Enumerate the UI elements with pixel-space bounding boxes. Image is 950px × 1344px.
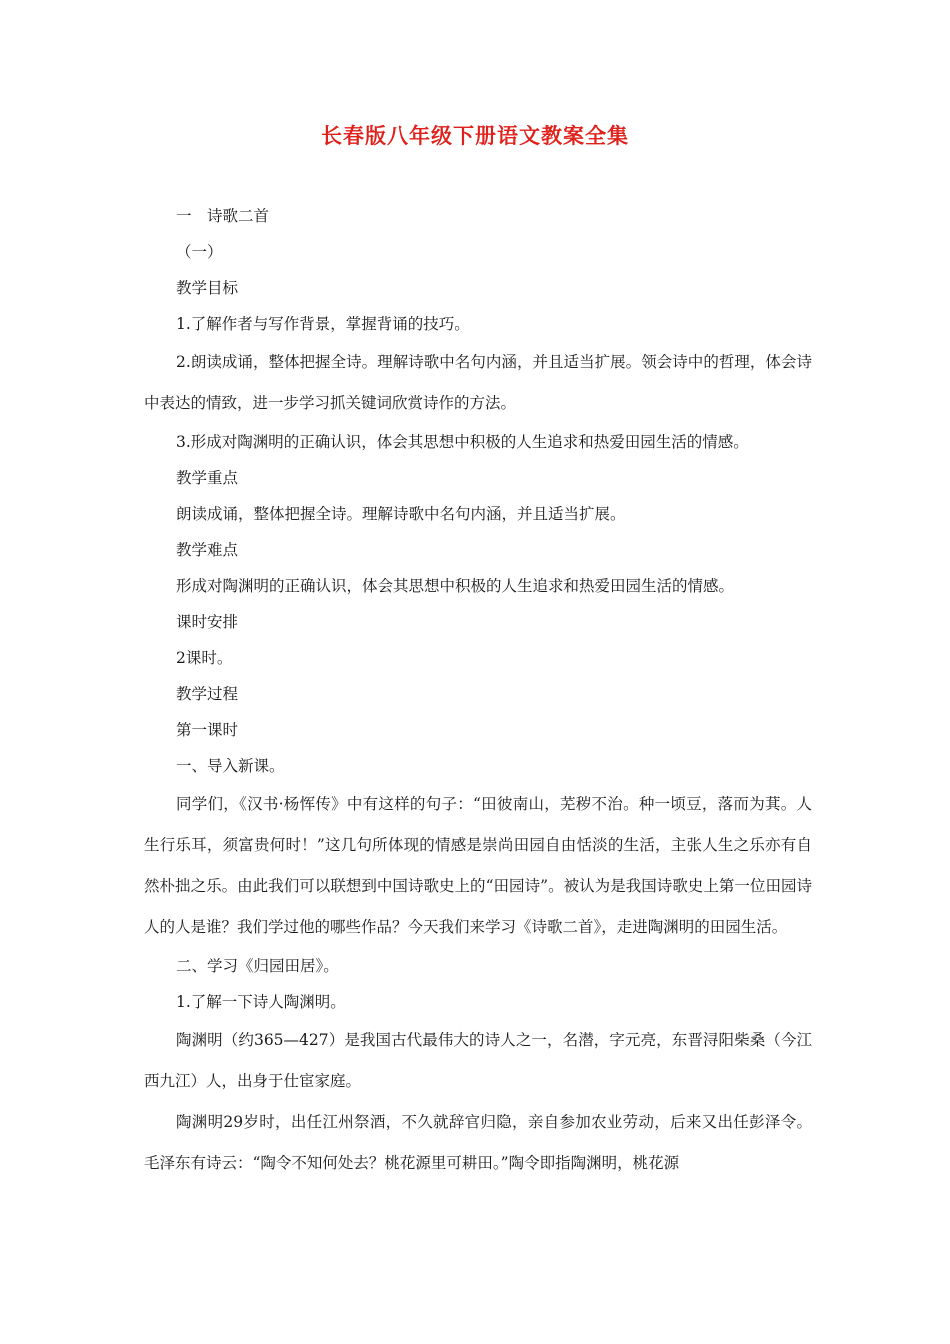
poet-subheading: 1.了解一下诗人陶渊明。: [176, 993, 346, 1011]
heading-difficulties: 教学难点: [176, 541, 239, 559]
schedule-text: 2课时。: [176, 649, 233, 667]
heading-schedule: 课时安排: [176, 613, 239, 631]
heading-teaching-goals: 教学目标: [176, 279, 239, 297]
heading-first-lesson: 第一课时: [176, 721, 239, 739]
section-heading: 一 诗歌二首: [176, 207, 270, 225]
poet-career-paragraph: 陶渊明29岁时，出任江州祭酒，不久就辞官归隐，亲自参加农业劳动，后来又出任彭泽令。毛泽东有诗云：“陶令不知何处去？桃花源里可耕田。”陶令即指陶渊明，桃花源: [144, 1113, 812, 1172]
goal-item-3: 3.形成对陶渊明的正确认识，体会其思想中积极的人生追求和热爱田园生活的情感。: [176, 433, 749, 451]
document-title: 长春版八年级下册语文教案全集: [321, 124, 629, 148]
heading-process: 教学过程: [176, 685, 239, 703]
goal-item-1: 1.了解作者与写作背景，掌握背诵的技巧。: [176, 315, 470, 333]
step-1-heading: 一、导入新课。: [176, 757, 285, 775]
step-2-heading: 二、学习《归园田居》。: [176, 957, 339, 975]
goal-item-2: 2.朗读成诵，整体把握全诗。理解诗歌中名句内涵，并且适当扩展。领会诗中的哲理，体会诗中表达的情致，进一步学习抓关键词欣赏诗作的方法。: [144, 353, 812, 412]
poet-bio-paragraph: 陶渊明（约365—427）是我国古代最伟大的诗人之一，名潜，字元亮，东晋浔阳柴桑（今江西九江）人，出身于仕宦家庭。: [144, 1031, 812, 1090]
heading-key-points: 教学重点: [176, 469, 239, 487]
key-points-text: 朗读成诵，整体把握全诗。理解诗歌中名句内涵，并且适当扩展。: [176, 505, 626, 523]
difficulties-text: 形成对陶渊明的正确认识，体会其思想中积极的人生追求和热爱田园生活的情感。: [176, 577, 735, 595]
subsection-label: （一）: [176, 243, 223, 261]
document-body: [144, 198, 812, 1184]
intro-paragraph: 同学们，《汉书·杨恽传》中有这样的句子：“田彼南山，芜秽不治。种一顷豆，落而为萁。人生行乐耳，须富贵何时！”这几句所体现的情感是崇尚田园自由恬淡的生活，主张人生之乐亦有自然朴拙之乐。由此我们可以联想到中国诗歌史上的“田园诗”。被认为是我国诗歌史上第一位田园诗人的人是谁？我们学过他的哪些作品？今天我们来学习《诗歌二首》，走进陶渊明的田园生活。: [144, 795, 812, 936]
